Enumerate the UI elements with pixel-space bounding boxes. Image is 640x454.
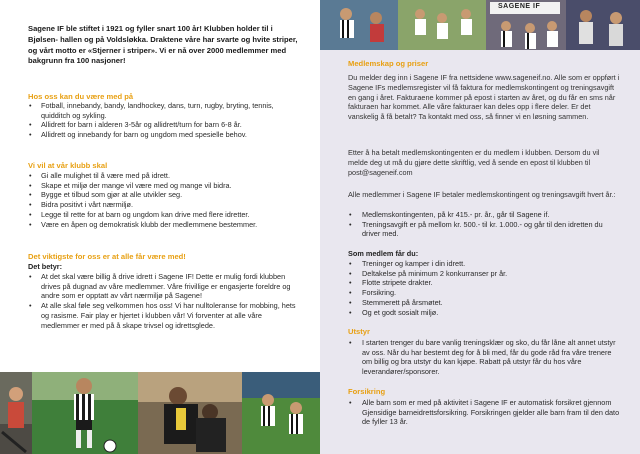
list-item: • Alle barn som er med på aktivitet i Sagene IF er automatisk forsikret gjennom Gjensidige barneidrettsforsikring. Forsikringen gjelder alle barn fram til den dato de fyller 13 år. — [348, 398, 620, 427]
benefits-title: Som medlem får du: — [348, 249, 419, 258]
section-inclusion-title: Det viktigste for oss er at alle får være med! — [28, 252, 186, 261]
membership-paragraph-2: Etter å ha betalt medlemskontingenten er du medlem i klubben. Dersom du vil melde deg ut må du gjøre dette skriftlig, ved å sende en epost til klubben til post@sageneif.com — [348, 148, 600, 177]
insurance-list — [348, 398, 620, 427]
equipment-title: Utstyr — [348, 327, 370, 336]
list-item: • Fotball, innebandy, bandy, landhockey, dans, turn, rugby, bryting, tennis, quidditch og sykling. — [28, 101, 296, 120]
list-item: • Allidrett for barn i alderen 3-5år og allidrett/turn for barn 6-8 år. — [28, 120, 296, 130]
photo-hockey — [0, 372, 32, 454]
bottom-photo-strip — [0, 372, 320, 454]
list-item: • Stemmerett på årsmøtet. — [348, 298, 620, 308]
list-item: • Bygge et tilbud som gjør at alle utvikler seg. — [28, 190, 296, 200]
banner-text: SAGENE IF — [498, 3, 541, 10]
list-item: • Og et godt sosialt miljø. — [348, 308, 620, 318]
list-item: • Medlemskontingenten, på kr 415.- pr. år., går til Sagene if. — [348, 210, 620, 220]
photo-football-kid — [32, 372, 138, 454]
equipment-list — [348, 338, 620, 377]
section-goals-title: Vi vil at vår klubb skal — [28, 161, 108, 170]
right-column — [320, 0, 640, 454]
list-item: • I starten trenger du bare vanlig treningsklær og sko, du får låne alt annet utstyr av oss. Når du har bestemt deg for å bli med, får du gode råd fra våre trenere om billig og bra utstyr du kan kjøpe. Rabatt på utstyr får du hos våre leverandører/sponsorer. — [348, 338, 620, 377]
benefits-list — [348, 259, 620, 317]
list-item: • Forsikring. — [348, 288, 620, 298]
section-activities-title: Hos oss kan du være med på — [28, 92, 134, 101]
fee-list — [348, 210, 620, 239]
membership-title: Medlemskap og priser — [348, 59, 429, 68]
insurance-title: Forsikring — [348, 387, 386, 396]
activities-list — [28, 101, 296, 140]
list-item: • Treninger og kamper i din idrett. — [348, 259, 620, 269]
list-item: • At alle skal føle seg velkommen hos oss! Vi har nulltoleranse for mobbing, hets og rasisme. Fair play er hjertet i klubben vår! Vi forventer at alle våre medlemmer er med på å skape trivsel og idrettsglede. — [28, 301, 296, 330]
top-photo-strip — [320, 0, 640, 50]
goals-list — [28, 171, 296, 229]
list-item: • Skape et miljø der mange vil være med og mange vil bidra. — [28, 181, 296, 191]
list-item: • Allidrett og innebandy for barn og ungdom med spesielle behov. — [28, 130, 296, 140]
inclusion-subtitle: Det betyr: — [28, 262, 63, 271]
inclusion-list — [28, 272, 296, 330]
photo-wrestling — [138, 372, 242, 454]
photo-football-match — [242, 372, 320, 454]
list-item: • Deltakelse på minimum 2 konkurranser pr år. — [348, 269, 620, 279]
list-item: • Treningsavgift er på mellom kr. 500.- til kr. 1.000.- og går til den idretten du driver med. — [348, 220, 620, 239]
intro-text: Sagene IF ble stiftet i 1921 og fyller snart 100 år! Klubben holder til i Bjølsen- hallen og på Voldsløkka. Draktene våre har svarte og hvite striper, og vårt motto er «Stjerner i striper». Vi er nå over 2000 medlemmer med bakgrunn fra 100 nasjoner! — [28, 24, 298, 66]
list-item: • At det skal være billig å drive idrett i Sagene IF! Dette er mulig fordi klubben drives på dugnad av våre medlemmer. Våre frivillige er engasjerte foreldre og andre som er opptatt av vårt nærmiljø på Sagene! — [28, 272, 296, 301]
list-item: • Bidra positivt i vårt nærmiljø. — [28, 200, 296, 210]
list-item: • Legge til rette for at barn og ungdom kan drive med flere idretter. — [28, 210, 296, 220]
membership-paragraph-1: Du melder deg inn i Sagene IF fra nettsidene www.sageneif.no. Alle som er oppført i Sagene IFs medlemsregister vil få faktura for medlemskontingent og treningsavgift en gang i året. Fakturaene kommer på epost i starten av året, og du får en sms når fakturaen har kommet. Alle våre fakturaer kan deles opp i flere deler. Er det vanskelig å få betalt? Ta kontakt med oss, så finner vi en løsning sammen. — [348, 73, 620, 122]
list-item: • Være en åpen og demokratisk klubb der medlemmene bestemmer. — [28, 220, 296, 230]
membership-paragraph-3: Alle medlemmer i Sagene IF betaler medlemskontingent og treningsavgift hvert år.: — [348, 190, 616, 199]
list-item: • Gi alle mulighet til å være med på idrett. — [28, 171, 296, 181]
list-item: • Flotte stripete drakter. — [348, 278, 620, 288]
